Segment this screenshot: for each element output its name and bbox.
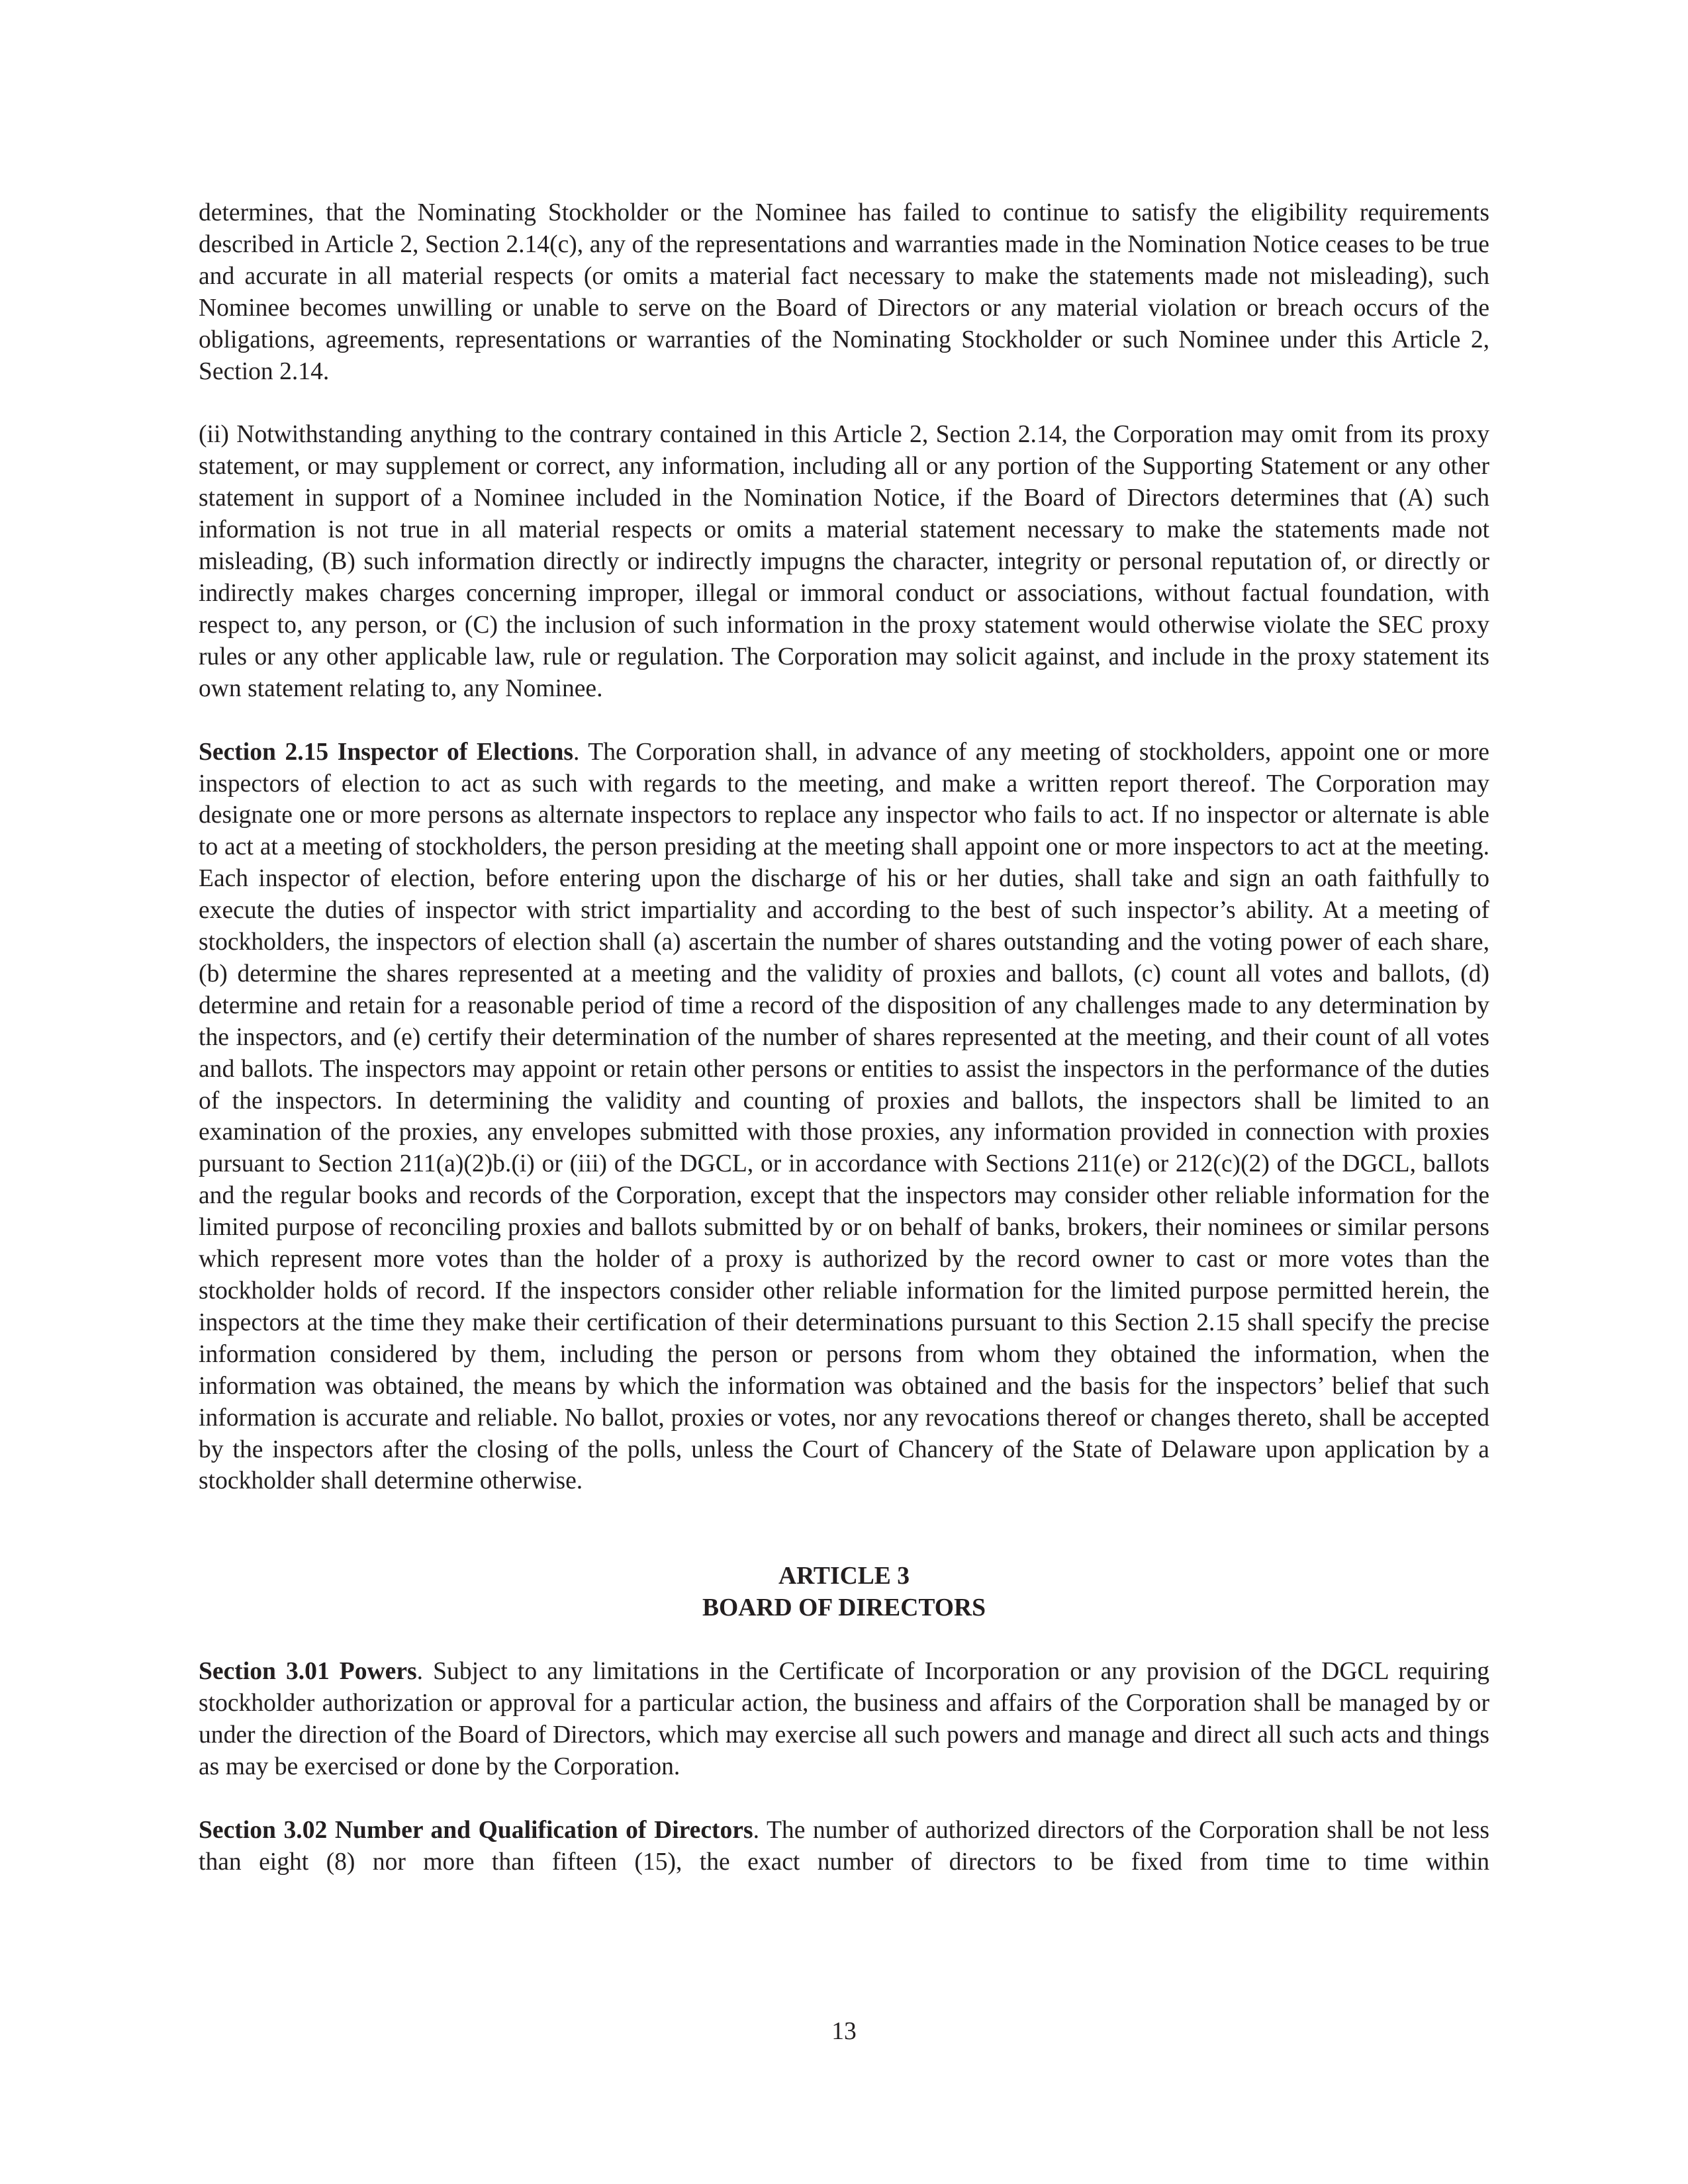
section-2-15-heading: Section 2.15 Inspector of Elections <box>199 738 574 766</box>
article-header <box>199 1561 1489 1624</box>
section-3-02-text: . The number of authorized directors of the Corporation shall be not less than eight (8) nor more than fifteen (15), the exact number of directors to be fixed from time to time within <box>199 1816 1489 1876</box>
section-3-02-paragraph <box>199 1815 1489 1878</box>
section-2-15-paragraph <box>199 737 1489 1498</box>
paragraph-omit-information: (ii) Notwithstanding anything to the contrary contained in this Article 2, Section 2.14, the Corporation may omit from its proxy statement, or may supplement or correct, any information, including all or any portion of the Supporting Statement or any other statement in support of a Nominee included in the Nomination Notice, if the Board of Directors determines that (A) such information is not true in all material respects or omits a material statement necessary to make the statements made not misleading, (B) such information directly or indirectly impugns the character, integrity or personal reputation of, or directly or indirectly makes charges concerning improper, illegal or immoral conduct or associations, without factual foundation, with respect to, any person, or (C) the inclusion of such information in the proxy statement would otherwise violate the SEC proxy rules or any other applicable law, rule or regulation. The Corporation may solicit against, and include in the proxy statement its own statement relating to, any Nominee. <box>199 421 1489 702</box>
section-3-02-heading: Section 3.02 Number and Qualification of Directors <box>199 1816 753 1844</box>
section-2-15-text: . The Corporation shall, in advance of any meeting of stockholders, appoint one or more inspectors of election to act as such with regards to the meeting, and make a written report thereof. The Corporation may designate one or more persons as alternate inspectors to replace any inspector who fails to act. If no inspector or alternate is able to act at a meeting of stockholders, the person presiding at the meeting shall appoint one or more inspectors to act at the meeting. Each inspector of election, before entering upon the discharge of his or her duties, shall take and sign an oath faithfully to execute the duties of inspector with strict impartiality and according to the best of such inspector’s ability. At a meeting of stockholders, the inspectors of election shall (a) ascertain the number of shares outstanding and the voting power of each share, (b) determine the shares represented at a meeting and the validity of proxies and ballots, (c) count all votes and ballots, (d) determine and retain for a reasonable period of time a record of the disposition of any challenges made to any determination by the inspectors, and (e) certify their determination of the number of shares represented at the meeting, and their count of all votes and ballots. The inspectors may appoint or retain other persons or entities to assist the inspectors in the performance of the duties of the inspectors. In determining the validity and counting of proxies and ballots, the inspectors shall be limited to an examination of the proxies, any envelopes submitted with those proxies, any information provided in connection with proxies pursuant to Section 211(a)(2)b.(i) or (iii) of the DGCL, or in accordance with Sections 211(e) or 212(c)(2) of the DGCL, ballots and the regular books and records of the Corporation, except that the inspectors may consider other reliable information for the limited purpose of reconciling proxies and ballots submitted by or on behalf of banks, brokers, their nominees or similar persons which represent more votes than the holder of a proxy is authorized by the record owner to cast or more votes than the stockholder holds of record. If the inspectors consider other reliable information for the limited purpose permitted herein, the inspectors at the time they make their certification of their determinations pursuant to this Section 2.15 shall specify the precise information considered by them, including the person or persons from whom they obtained the information, when the information was obtained, the means by which the information was obtained and the basis for the inspectors’ belief that such information is accurate and reliable. No ballot, proxies or votes, nor any revocations thereof or changes thereto, shall be accepted by the inspectors after the closing of the polls, unless the Court of Chancery of the State of Delaware upon application by a stockholder shall determine otherwise. <box>199 738 1489 1495</box>
page-number: 13 <box>831 2018 857 2045</box>
document-body <box>199 197 1489 1878</box>
paragraph-eligibility: determines, that the Nominating Stockholder or the Nominee has failed to continue to satisfy the eligibility requirements described in Article 2, Section 2.14(c), any of the representations and warranties made in the Nomination Notice ceases to be true and accurate in all material respects (or omits a material fact necessary to make the statements made not misleading), such Nominee becomes unwilling or unable to serve on the Board of Directors or any material violation or breach occurs of the obligations, agreements, representations or warranties of the Nominating Stockholder or such Nominee under this Article 2, Section 2.14. <box>199 199 1489 385</box>
section-3-01-text: . Subject to any limitations in the Certificate of Incorporation or any provision of the DGCL requiring stockholder authorization or approval for a particular action, the business and affairs of the Corporation shall be managed by or under the direction of the Board of Directors, which may exercise all such powers and manage and direct all such acts and things as may be exercised or done by the Corporation. <box>199 1658 1489 1780</box>
section-3-01-paragraph <box>199 1656 1489 1783</box>
section-3-01-heading: Section 3.01 Powers <box>199 1658 417 1686</box>
article-title: BOARD OF DIRECTORS <box>702 1594 986 1622</box>
article-number: ARTICLE 3 <box>778 1563 910 1590</box>
